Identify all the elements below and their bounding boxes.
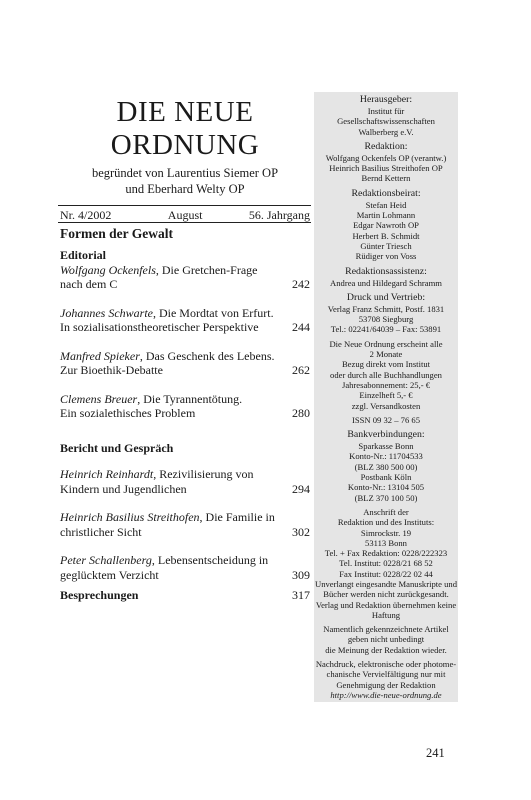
imprint-bank (314, 429, 458, 503)
toc-entry[interactable] (60, 392, 310, 421)
imprint-line: Unverlangt eingesandte Manuskripte und (315, 578, 457, 589)
imprint-line: Simrockstr. 19 (360, 527, 412, 538)
issue-theme: Formen der Gewalt (60, 226, 173, 241)
toc-entry[interactable] (60, 510, 310, 539)
entry-page: 294 (292, 481, 310, 496)
imprint-line: geben nicht unbedingt (347, 634, 425, 645)
section-head-reviews: Besprechungen (60, 588, 139, 602)
imprint-line: Gesellschaftswissenschaften (337, 116, 435, 127)
entry-title: , Das Geschenk des Lebens. (139, 348, 275, 363)
imprint-head: Redaktionsbeirat: (351, 187, 421, 199)
imprint-head: Redaktion: (364, 140, 408, 152)
rule-bottom (58, 222, 311, 223)
issue-number: Nr. 4/2002 (60, 208, 112, 222)
entry-title-cont: Kindern und Jugendlichen (60, 481, 187, 496)
imprint-editorial (314, 141, 458, 184)
imprint-line: Die Neue Ordnung erscheint alle (329, 338, 443, 349)
imprint-line: (BLZ 380 500 00) (354, 461, 418, 472)
imprint-board (314, 188, 458, 262)
imprint-head: Herausgeber: (359, 94, 413, 105)
imprint-line: Haftung (371, 609, 401, 620)
imprint-issn: ISSN 09 32 – 76 65 (351, 414, 421, 425)
entry-title-cont: Zur Bioethik-Debatte (60, 363, 163, 377)
entry-author: Heinrich Reinhardt (60, 467, 154, 481)
imprint-assistant (314, 266, 458, 288)
imprint-line: Tel.: 02241/64039 – Fax: 53891 (330, 324, 442, 335)
imprint-line: die Meinung der Redaktion wieder. (325, 644, 447, 655)
entry-page: 317 (292, 588, 310, 602)
rule-top (58, 205, 311, 206)
imprint-line: Namentlich gekennzeichnete Artikel (323, 624, 449, 635)
entry-title: , Die Gretchen-Frage (155, 262, 258, 277)
entry-author: Wolfgang Ockenfels (60, 262, 156, 277)
imprint-line: Anschrift der (363, 506, 409, 517)
entry-title: , Die Familie in (199, 510, 275, 524)
imprint-line: Wolfgang Ockenfels OP (verantw.) (325, 152, 447, 163)
toc-entry[interactable] (60, 349, 310, 378)
imprint-box (314, 92, 458, 702)
imprint-head: Bankverbindungen: (347, 429, 425, 441)
imprint-line: Jahresabonnement: 25,- € (341, 379, 431, 390)
entry-title-cont: In sozialisationstheoretischer Perspektive (60, 320, 259, 334)
imprint-line: zzgl. Versandkosten (351, 400, 421, 411)
imprint-line: Postbank Köln (360, 472, 412, 483)
imprint-line: Stefan Heid (365, 199, 407, 210)
entry-page: 309 (292, 567, 310, 582)
entry-author: Manfred Spieker (60, 348, 140, 363)
imprint-line: 53708 Siegburg (358, 314, 414, 325)
toc-entry[interactable] (60, 467, 310, 496)
toc-entry[interactable] (60, 306, 310, 335)
imprint-line: Martin Lohmann (356, 210, 416, 221)
imprint-line: Institut für (367, 106, 405, 116)
imprint-reprint (314, 659, 458, 700)
imprint-line: Konto-Nr.: 13104 505 (347, 482, 425, 493)
imprint-line: Sparkasse Bonn (358, 441, 414, 452)
entry-author: Johannes Schwarte (60, 305, 153, 320)
entry-page: 244 (292, 320, 310, 334)
founders-line: und Eberhard Welty OP (125, 182, 245, 196)
entry-page: 302 (292, 524, 310, 539)
imprint-line: Einzelheft 5,- € (359, 390, 413, 401)
entry-title-cont: geglücktem Verzicht (60, 567, 159, 582)
imprint-print (314, 292, 458, 335)
imprint-line: Walberberg e.V. (358, 126, 414, 137)
imprint-line: Edgar Nawroth OP (353, 220, 419, 231)
issue-volume: 56. Jahrgang (248, 208, 310, 222)
entry-page: 242 (292, 277, 310, 291)
imprint-line: Tel. Institut: 0228/21 68 52 (339, 558, 433, 569)
imprint-line: Konto-Nr.: 11704533 (349, 451, 423, 462)
imprint-line: Bezug direkt vom Institut (341, 359, 431, 370)
entry-author: Peter Schallenberg (60, 553, 152, 567)
imprint-line: Bücher werden nicht zurückgesandt. (323, 589, 449, 600)
imprint-head: Druck und Vertrieb: (346, 291, 426, 303)
toc-entry-reviews[interactable] (60, 588, 310, 603)
imprint-line: chanische Vervielfältigung nur mit (326, 669, 446, 680)
entry-title: , Rezivilisierung von (153, 467, 254, 481)
table-of-contents (60, 248, 310, 603)
section-head-editorial: Editorial (60, 248, 107, 262)
issue-month: August (167, 208, 203, 222)
imprint-line: Herbert B. Schmidt (352, 230, 420, 241)
imprint-line: Verlag Franz Schmitt, Postf. 1831 (327, 303, 445, 314)
founders (60, 165, 310, 197)
imprint-line: Nachdruck, elektronische oder photome- (315, 659, 457, 670)
imprint-address (314, 507, 458, 620)
toc-entry[interactable] (60, 553, 310, 582)
entry-title: , Die Mordtat von Erfurt. (152, 305, 274, 320)
entry-page: 280 (292, 406, 310, 420)
imprint-line: Verlag und Redaktion übernehmen keine (315, 599, 457, 610)
imprint-line: (BLZ 370 100 50) (354, 492, 418, 503)
imprint-line: 2 Monate (369, 349, 403, 360)
entry-page: 262 (292, 363, 310, 377)
issue-info (60, 208, 310, 222)
title-line: DIE NEUE (116, 96, 254, 128)
imprint-line: Fax Institut: 0228/22 02 44 (339, 568, 433, 579)
entry-author: Clemens Breuer (60, 391, 138, 406)
imprint-disclaimer (314, 624, 458, 655)
imprint-line: Günter Triesch (360, 240, 412, 251)
imprint-publisher (314, 94, 458, 137)
entry-title: , Die Tyrannentötung. (137, 391, 243, 406)
entry-title: , Lebensentscheidung in (151, 553, 269, 567)
founders-line: begründet von Laurentius Siemer OP (91, 166, 279, 180)
page-number: 241 (426, 746, 445, 760)
toc-entry[interactable] (60, 263, 310, 292)
imprint-line: Redaktion und des Instituts: (337, 517, 435, 528)
imprint-head: Redaktionsassistenz: (345, 265, 427, 277)
imprint-line: Andrea und Hildegard Schramm (330, 277, 442, 288)
entry-title-cont: christlicher Sicht (60, 524, 142, 539)
section-head-report: Bericht und Gespräch (60, 440, 174, 455)
journal-title (60, 96, 310, 162)
entry-title-cont: nach dem C (60, 277, 118, 291)
imprint-line: Rüdiger von Voss (355, 251, 417, 262)
imprint-subscription (314, 339, 458, 411)
entry-title-cont: Ein sozialethisches Problem (60, 406, 196, 420)
imprint-line: Genehmigung der Redaktion (336, 679, 436, 690)
imprint-line: Heinrich Basilius Streithofen OP (329, 163, 443, 174)
imprint-line: 53113 Bonn (365, 537, 407, 548)
imprint-line: Bernd Kettern (361, 173, 411, 184)
title-line: ORDNUNG (110, 129, 260, 161)
entry-author: Heinrich Basilius Streithofen (60, 510, 200, 524)
imprint-line: Tel. + Fax Redaktion: 0228/222323 (324, 548, 448, 559)
imprint-line: oder durch alle Buchhandlungen (330, 369, 442, 380)
website-link[interactable]: http://www.die-neue-ordnung.de (330, 689, 442, 700)
